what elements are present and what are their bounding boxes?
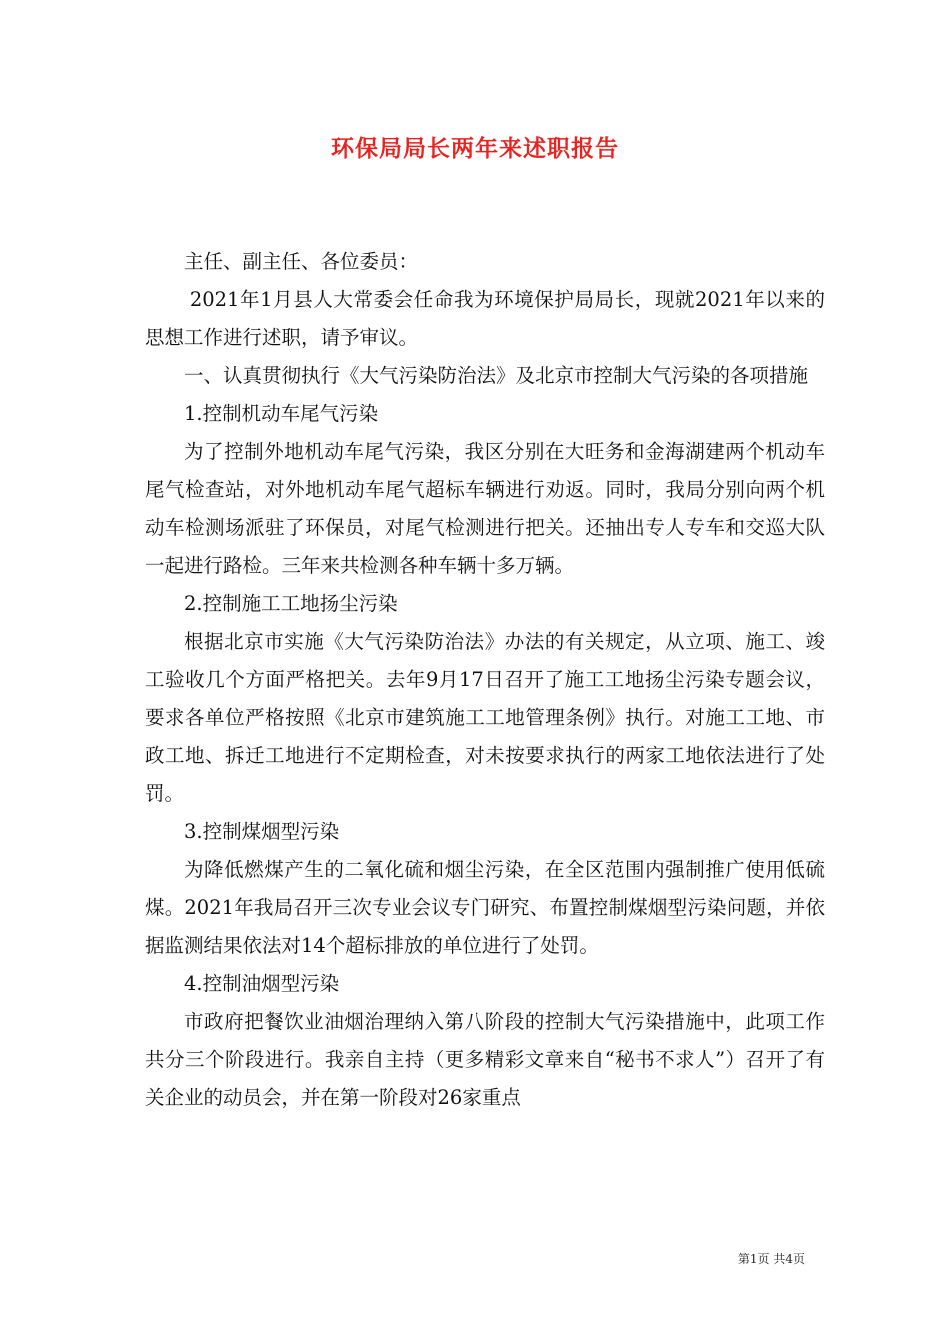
- subsection-heading: 4.控制油烟型污染: [184, 972, 340, 995]
- section-heading: 一、认真贯彻执行《大气污染防治法》及北京市控制大气污染的各项措施: [184, 364, 809, 387]
- subsection-heading: 1.控制机动车尾气污染: [184, 402, 379, 425]
- page-number: 第1页 共4页: [737, 1252, 805, 1266]
- subsection-heading: 2.控制施工工地扬尘污染: [184, 592, 398, 615]
- paragraph: 2021年1月县人大常委会任命我为环境保护局局长，现就2021年以来的思想工作进行述职，请予审议。: [145, 288, 825, 349]
- paragraph: 市政府把餐饮业油烟治理纳入第八阶段的控制大气污染措施中，此项工作共分三个阶段进行。我亲自主持（更多精彩文章来自“秘书不求人”）召开了有关企业的动员会，并在第一阶段对26家重点: [145, 1010, 825, 1109]
- salutation: 主任、副主任、各位委员：: [184, 250, 419, 273]
- subsection-heading: 3.控制煤烟型污染: [184, 820, 340, 843]
- paragraph: 为降低燃煤产生的二氧化硫和烟尘污染，在全区范围内强制推广使用低硫煤。2021年我局召开三次专业会议专门研究、布置控制煤烟型污染问题，并依据监测结果依法对14个超标排放的单位进行了处罚。: [145, 858, 825, 957]
- paragraph: 根据北京市实施《大气污染防治法》办法的有关规定，从立项、施工、竣工验收几个方面严格把关。去年9月17日召开了施工工地扬尘污染专题会议，要求各单位严格按照《北京市建筑施工工地管理条例》执行。对施工工地、市政工地、拆迁工地进行不定期检查，对未按要求执行的两家工地依法进行了处罚。: [145, 630, 825, 805]
- document-title: 环保局局长两年来述职报告: [331, 135, 619, 162]
- document-body: [145, 243, 825, 1117]
- paragraph: 为了控制外地机动车尾气污染，我区分别在大旺务和金海湖建两个机动车尾气检查站，对外地机动车尾气超标车辆进行劝返。同时，我局分别向两个机动车检测场派驻了环保员，对尾气检测进行把关。还抽出专人专车和交巡大队一起进行路检。三年来共检测各种车辆十多万辆。: [145, 440, 825, 577]
